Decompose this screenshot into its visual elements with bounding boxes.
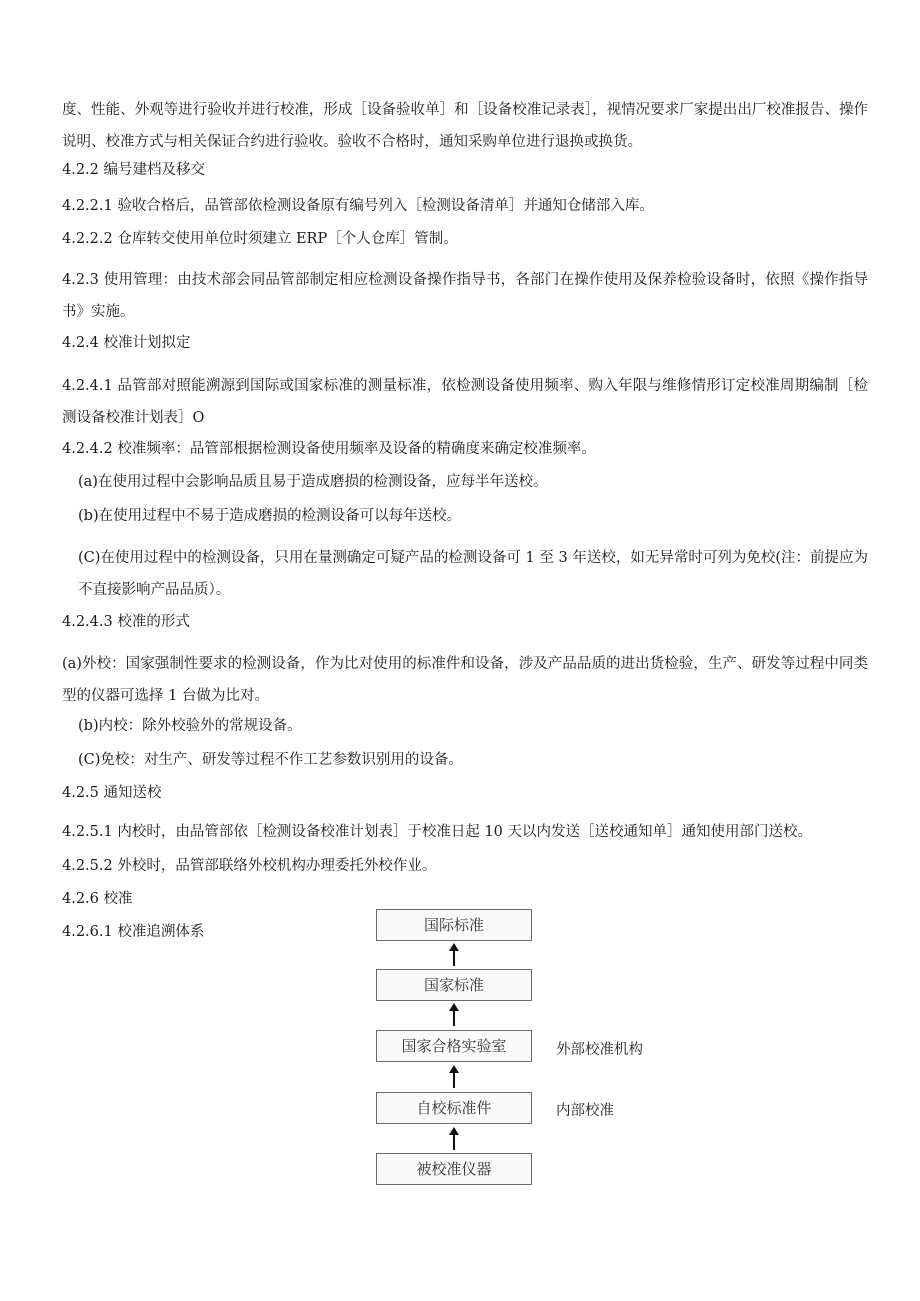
heading-4-2-4: 4.2.4 校准计划拟定	[62, 335, 191, 351]
heading-4-2-6: 4.2.6 校准	[62, 891, 133, 907]
arrow-up-icon	[446, 1126, 462, 1150]
paragraph-4-2-4-3-b: (b)内校：除外校验外的常规设备。	[78, 718, 302, 734]
paragraph-4-2-4-2-c: (C)在使用过程中的检测设备，只用在量测确定可疑产品的检测设备可 1 至 3 年送校，如无异常时可列为免校(注：前提应为不直接影响产品品质）。	[78, 550, 868, 598]
paragraph-4-2-4-1: 4.2.4.1 品管部对照能溯源到国际或国家标准的测量标准，依检测设备使用频率、购入年限与维修情形订定校准周期编制［检测设备校准计划表］O	[62, 378, 868, 426]
paragraph-4-2-3: 4.2.3 使用管理：由技术部会同品管部制定相应检测设备操作指导书，各部门在操作使用及保养检验设备时，依照《操作指导书》实施。	[62, 272, 868, 320]
paragraph-4-2-4-3-a: (a)外校：国家强制性要求的检测设备，作为比对使用的标准件和设备，涉及产品品质的进出货检验，生产、研发等过程中同类型的仪器可选择 1 台做为比对。	[62, 656, 868, 704]
box-instrument-under-calibration: 被校准仪器	[376, 1153, 532, 1185]
arrow-up-icon	[446, 942, 462, 966]
heading-4-2-5: 4.2.5 通知送校	[62, 785, 162, 801]
label-external-calibration: 外部校准机构	[556, 1042, 643, 1058]
paragraph-4-2-2-1: 4.2.2.1 验收合格后，品管部依检测设备原有编号列入［检测设备清单］并通知仓储部入库。	[62, 198, 654, 214]
box-international-standard: 国际标准	[376, 909, 532, 941]
paragraph-4-2-4-3-c: (C)免校：对生产、研发等过程不作工艺参数识别用的设备。	[78, 752, 463, 768]
box-national-standard: 国家标准	[376, 969, 532, 1001]
box-national-lab: 国家合格实验室	[376, 1030, 532, 1062]
paragraph-4-2-4-2-a: (a)在使用过程中会影响品质且易于造成磨损的检测设备，应每半年送校。	[78, 474, 548, 490]
paragraph-4-2-4-2: 4.2.4.2 校准频率：品管部根据检测设备使用频率及设备的精确度来确定校准频率。	[62, 441, 596, 457]
box-self-calibration-standard: 自校标准件	[376, 1092, 532, 1124]
arrow-up-icon	[446, 1064, 462, 1088]
paragraph-4-2-4-2-b: (b)在使用过程中不易于造成磨损的检测设备可以每年送校。	[78, 508, 462, 524]
paragraph-acceptance: 度、性能、外观等进行验收并进行校准，形成［设备验收单］和［设备校准记录表］，视情况要求厂家提出出厂校准报告、操作说明、校准方式与相关保证合约进行验收。验收不合格时，通知采购单位进行退换或换货。	[62, 102, 868, 150]
arrow-up-icon	[446, 1002, 462, 1026]
label-internal-calibration: 内部校准	[556, 1103, 614, 1119]
heading-4-2-6-1: 4.2.6.1 校准追溯体系	[62, 924, 205, 940]
paragraph-4-2-5-1: 4.2.5.1 内校时，由品管部依［检测设备校准计划表］于校准日起 10 天以内发送［送校通知单］通知使用部门送校。	[62, 824, 813, 840]
paragraph-4-2-2-2: 4.2.2.2 仓库转交使用单位时须建立 ERP［个人仓库］管制。	[62, 231, 458, 247]
heading-4-2-2: 4.2.2 编号建档及移交	[62, 162, 206, 178]
paragraph-4-2-5-2: 4.2.5.2 外校时，品管部联络外校机构办理委托外校作业。	[62, 858, 437, 874]
heading-4-2-4-3: 4.2.4.3 校准的形式	[62, 614, 190, 630]
